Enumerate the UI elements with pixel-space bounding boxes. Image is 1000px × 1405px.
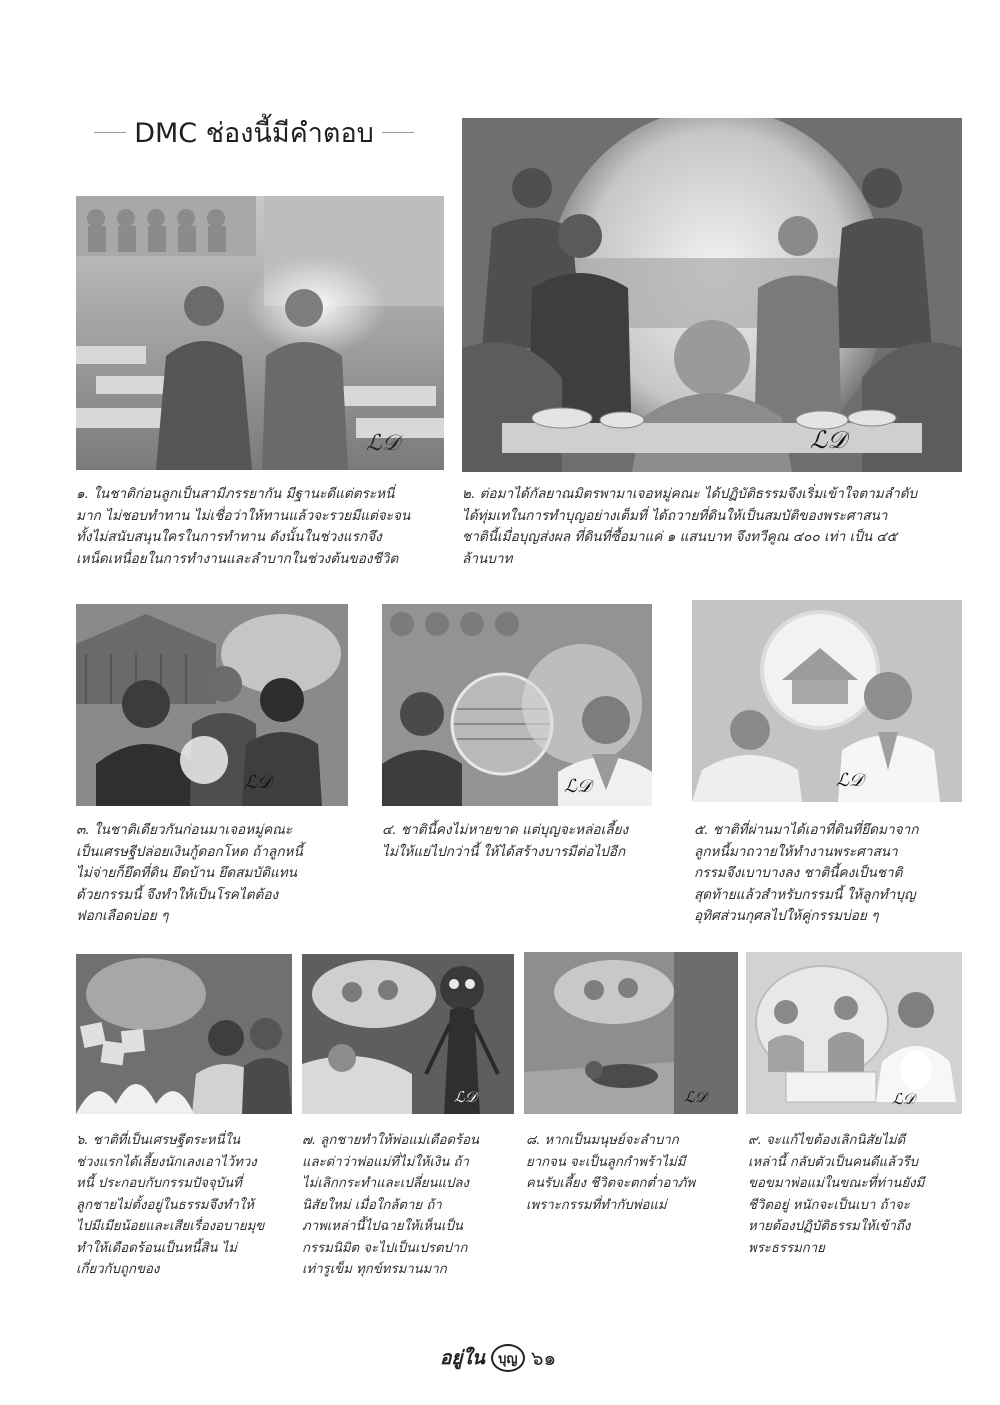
caption-1-line-4: เหน็ดเหนื่อยในการทำงานและลำบากในช่วงต้นของชีวิต	[76, 550, 399, 567]
illustration-panel-7	[302, 954, 514, 1114]
caption-3	[76, 820, 352, 928]
caption-8	[526, 1130, 740, 1216]
caption-1	[76, 484, 446, 570]
caption-6-line-5: ไปมีเมียน้อยและเสียเรื่องอบายมุข	[76, 1219, 265, 1234]
artist-signature: ℒ𝒟	[564, 776, 592, 797]
caption-8-line-2: ยากจน จะเป็นลูกกำพร้าไม่มี	[526, 1154, 686, 1170]
page-number: ๖๑	[530, 1346, 557, 1370]
caption-9-line-1: ๙. จะแก้ไขต้องเลิกนิสัยไม่ดี	[748, 1133, 906, 1148]
caption-2-line-4: ล้านบาท	[462, 550, 513, 567]
caption-6	[76, 1130, 298, 1281]
caption-7-line-1: ๗. ลูกชายทำให้พ่อแม่เดือดร้อน	[302, 1133, 480, 1148]
illustration-panel-2	[462, 118, 962, 472]
caption-7-line-4: นิสัยใหม่ เมื่อใกล้ตาย ถ้า	[302, 1197, 442, 1213]
couple-offering-illustration	[462, 118, 962, 472]
caption-7-line-5: ภาพเหล่านี้ไปฉายให้เห็นเป็น	[302, 1219, 463, 1234]
page-title-block	[78, 112, 430, 152]
caption-6-line-2: ช่วงแรกได้เลี้ยงนักเลงเอาไว้ทวง	[76, 1154, 257, 1170]
caption-9-line-4: ชีวิตอยู่ หนักจะเป็นเบา ถ้าจะ	[748, 1197, 910, 1213]
caption-3-line-1: ๓. ในชาติเดียวกันก่อนมาเจอหมู่คณะ	[76, 822, 293, 838]
caption-5	[694, 820, 970, 928]
magazine-badge: บุญ	[491, 1344, 525, 1372]
caption-4-line-2: ไม่ให้แย่ไปกว่านี้ ให้ได้สร้างบารมีต่อไปอีก	[382, 843, 626, 860]
page-footer	[440, 1340, 590, 1376]
caption-5-line-4: สุดท้ายแล้วสำหรับกรรมนี้ ให้ลูกทำบุญ	[694, 886, 916, 903]
magazine-brand: อยู่ใน	[440, 1347, 485, 1369]
merit-supporting-illustration	[382, 604, 652, 806]
artist-signature: ℒ𝒟	[892, 1090, 915, 1108]
title-rule-right	[382, 132, 414, 133]
caption-9-line-5: หายต้องปฏิบัติธรรมให้เข้าถึง	[748, 1219, 911, 1234]
caption-2-line-3: ชาตินี้เมื่อบุญส่งผล ที่ดินที่ซื้อมาแค่ ๑ แสนบาท จึงทวีคูณ ๔๐๐ เท่า เป็น ๔๕	[462, 529, 898, 545]
title-rule-left	[94, 132, 126, 133]
caption-6-line-1: ๖. ชาติที่เป็นเศรษฐีตระหนี่ใน	[76, 1133, 241, 1148]
caption-8-line-3: คนรับเลี้ยง ชีวิตจะตกต่ำอาภัพ	[526, 1176, 696, 1191]
caption-4	[382, 820, 662, 863]
caption-9	[748, 1130, 968, 1259]
artist-signature: ℒ𝒟	[836, 770, 864, 791]
caption-1-line-3: ทั้งไม่สนับสนุนใครในการทำทาน ดังนั้นในช่วงแรกจึง	[76, 529, 382, 545]
illustration-panel-5	[692, 600, 962, 802]
artist-signature: ℒ𝒟	[684, 1088, 707, 1106]
caption-7	[302, 1130, 516, 1281]
caption-7-line-6: กรรมนิมิต จะไปเป็นเปรตปาก	[302, 1240, 468, 1256]
illustration-panel-3	[76, 604, 348, 806]
caption-3-line-4: ด้วยกรรมนี้ จึงทำให้เป็นโรคไตต้อง	[76, 886, 279, 903]
caption-6-line-7: เกี่ยวกับถูกของ	[76, 1262, 160, 1277]
artist-signature: ℒ𝒟	[810, 426, 847, 454]
hungry-ghost-illustration	[302, 954, 514, 1114]
illustration-panel-4	[382, 604, 652, 806]
illustration-panel-1	[76, 196, 444, 470]
caption-9-line-6: พระธรรมกาย	[748, 1240, 825, 1256]
meditating-son-illustration	[746, 952, 962, 1114]
caption-3-line-5: ฟอกเลือดบ่อย ๆ	[76, 908, 169, 924]
illustration-panel-6	[76, 954, 292, 1114]
artist-signature: ℒ𝒟	[244, 772, 272, 793]
gambling-fire-illustration	[76, 954, 292, 1114]
page-title: DMC ช่องนี้มีคำตอบ	[134, 117, 374, 149]
caption-4-line-1: ๔. ชาตินี้คงไม่หายขาด แต่บุญจะหล่อเลี้ยง	[382, 822, 629, 838]
caption-3-line-3: ไม่จ่ายก็ยึดที่ดิน ยึดบ้าน ยึดสมบัติแทน	[76, 865, 297, 881]
caption-8-line-1: ๘. หากเป็นมนุษย์จะลำบาก	[526, 1133, 679, 1148]
caption-5-line-5: อุทิศส่วนกุศลไปให้คู่กรรมบ่อย ๆ	[694, 908, 879, 924]
caption-6-line-6: ทำให้เดือดร้อนเป็นหนี้สิน ไม่	[76, 1240, 237, 1256]
caption-7-line-7: เท่ารูเข็ม ทุกข์ทรมานมาก	[302, 1262, 447, 1277]
caption-1-line-1: ๑. ในชาติก่อนลูกเป็นสามีภรรยากัน มีฐานะดีแต่ตระหนี่	[76, 486, 395, 502]
orphan-poverty-illustration	[524, 952, 738, 1114]
caption-8-line-4: เพราะกรรมที่ทำกับพ่อแม่	[526, 1197, 667, 1213]
caption-5-line-1: ๕. ชาติที่ผ่านมาได้เอาที่ดินที่ยึดมาจาก	[694, 822, 919, 838]
patient-praying-illustration	[692, 600, 962, 802]
caption-3-line-2: เป็นเศรษฐีปล่อยเงินกู้ดอกโหด ถ้าลูกหนี้	[76, 843, 303, 860]
caption-9-line-3: ขอขมาพ่อแม่ในขณะที่ท่านยังมี	[748, 1176, 925, 1191]
caption-6-line-4: ลูกชายไม่ตั้งอยู่ในธรรมจึงทำให้	[76, 1197, 254, 1213]
caption-7-line-2: และด่าว่าพ่อแม่ที่ไม่ให้เงิน ถ้า	[302, 1154, 469, 1170]
past-life-couple-illustration	[76, 196, 444, 470]
artist-signature: ℒ𝒟	[366, 431, 400, 456]
caption-2-line-2: ได้ทุ่มเทในการทำบุญอย่างเต็มที่ ได้ถวายที่ดินให้เป็นสมบัติของพระศาสนา	[462, 507, 888, 524]
caption-1-line-2: มาก ไม่ชอบทำทาน ไม่เชื่อว่าให้ทานแล้วจะรวยมีแต่จะจน	[76, 507, 411, 524]
caption-5-line-2: ลูกหนี้มาถวายให้ทำงานพระศาสนา	[694, 843, 898, 860]
caption-2	[462, 484, 962, 570]
caption-2-line-1: ๒. ต่อมาได้กัลยาณมิตรพามาเจอหมู่คณะ ได้ปฏิบัติธรรมจึงเริ่มเข้าใจตามลำดับ	[462, 486, 918, 502]
illustration-panel-8	[524, 952, 738, 1114]
caption-6-line-3: หนี้ ประกอบกับกรรมปัจจุบันที่	[76, 1176, 242, 1191]
caption-5-line-3: กรรมจึงเบาบางลง ชาตินี้คงเป็นชาติ	[694, 865, 903, 881]
caption-7-line-3: ไม่เลิกกระทำและเปลี่ยนแปลง	[302, 1176, 469, 1191]
artist-signature: ℒ𝒟	[454, 1088, 477, 1106]
illustration-panel-9	[746, 952, 962, 1114]
caption-9-line-2: เหล่านี้ กลับตัวเป็นคนดีแล้วรีบ	[748, 1154, 919, 1170]
money-lender-illustration	[76, 604, 348, 806]
